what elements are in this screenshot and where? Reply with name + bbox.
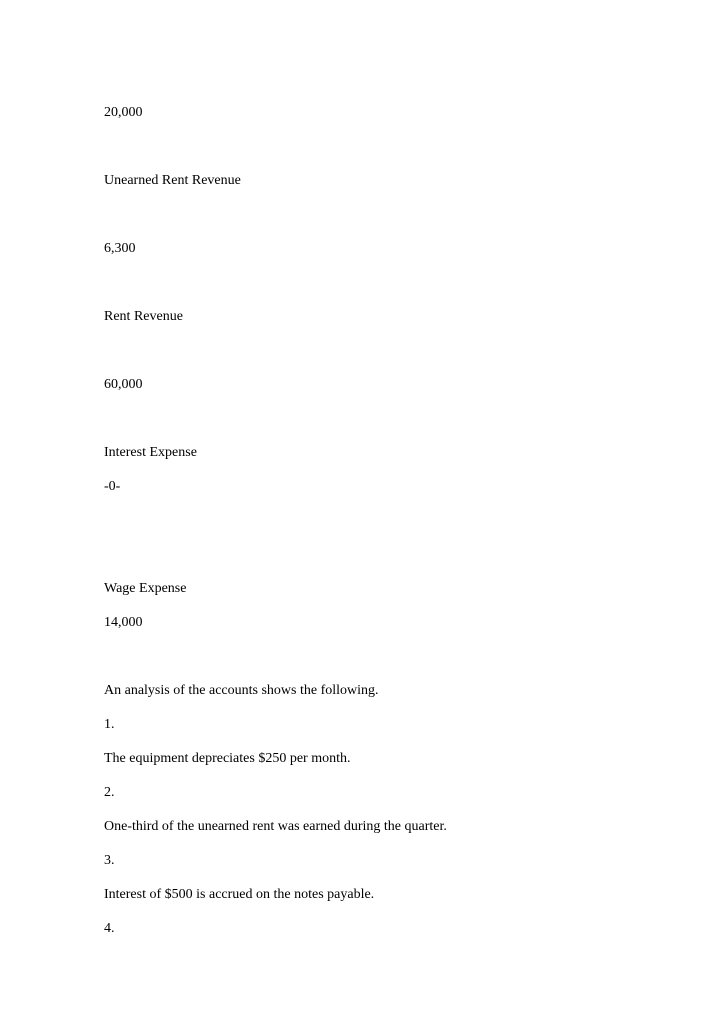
amount-text: 14,000 [104,615,143,630]
amount-text: 6,300 [104,241,136,256]
amount-text: -0- [104,479,121,494]
amount-text: 60,000 [104,377,143,392]
list-number: 4. [104,921,115,936]
list-number: 2. [104,785,115,800]
list-item-text: The equipment depreciates $250 per month. [104,751,351,766]
list-number: 1. [104,717,115,732]
account-name-text: Wage Expense [104,581,187,596]
list-item-text: One-third of the unearned rent was earned during the quarter. [104,819,447,834]
list-number: 3. [104,853,115,868]
paragraph-text: An analysis of the accounts shows the following. [104,683,379,698]
account-name-text: Unearned Rent Revenue [104,173,241,188]
account-name-text: Rent Revenue [104,309,183,324]
amount-text: 20,000 [104,105,143,120]
list-item-text: Interest of $500 is accrued on the notes payable. [104,887,375,902]
account-name-text: Interest Expense [104,445,197,460]
